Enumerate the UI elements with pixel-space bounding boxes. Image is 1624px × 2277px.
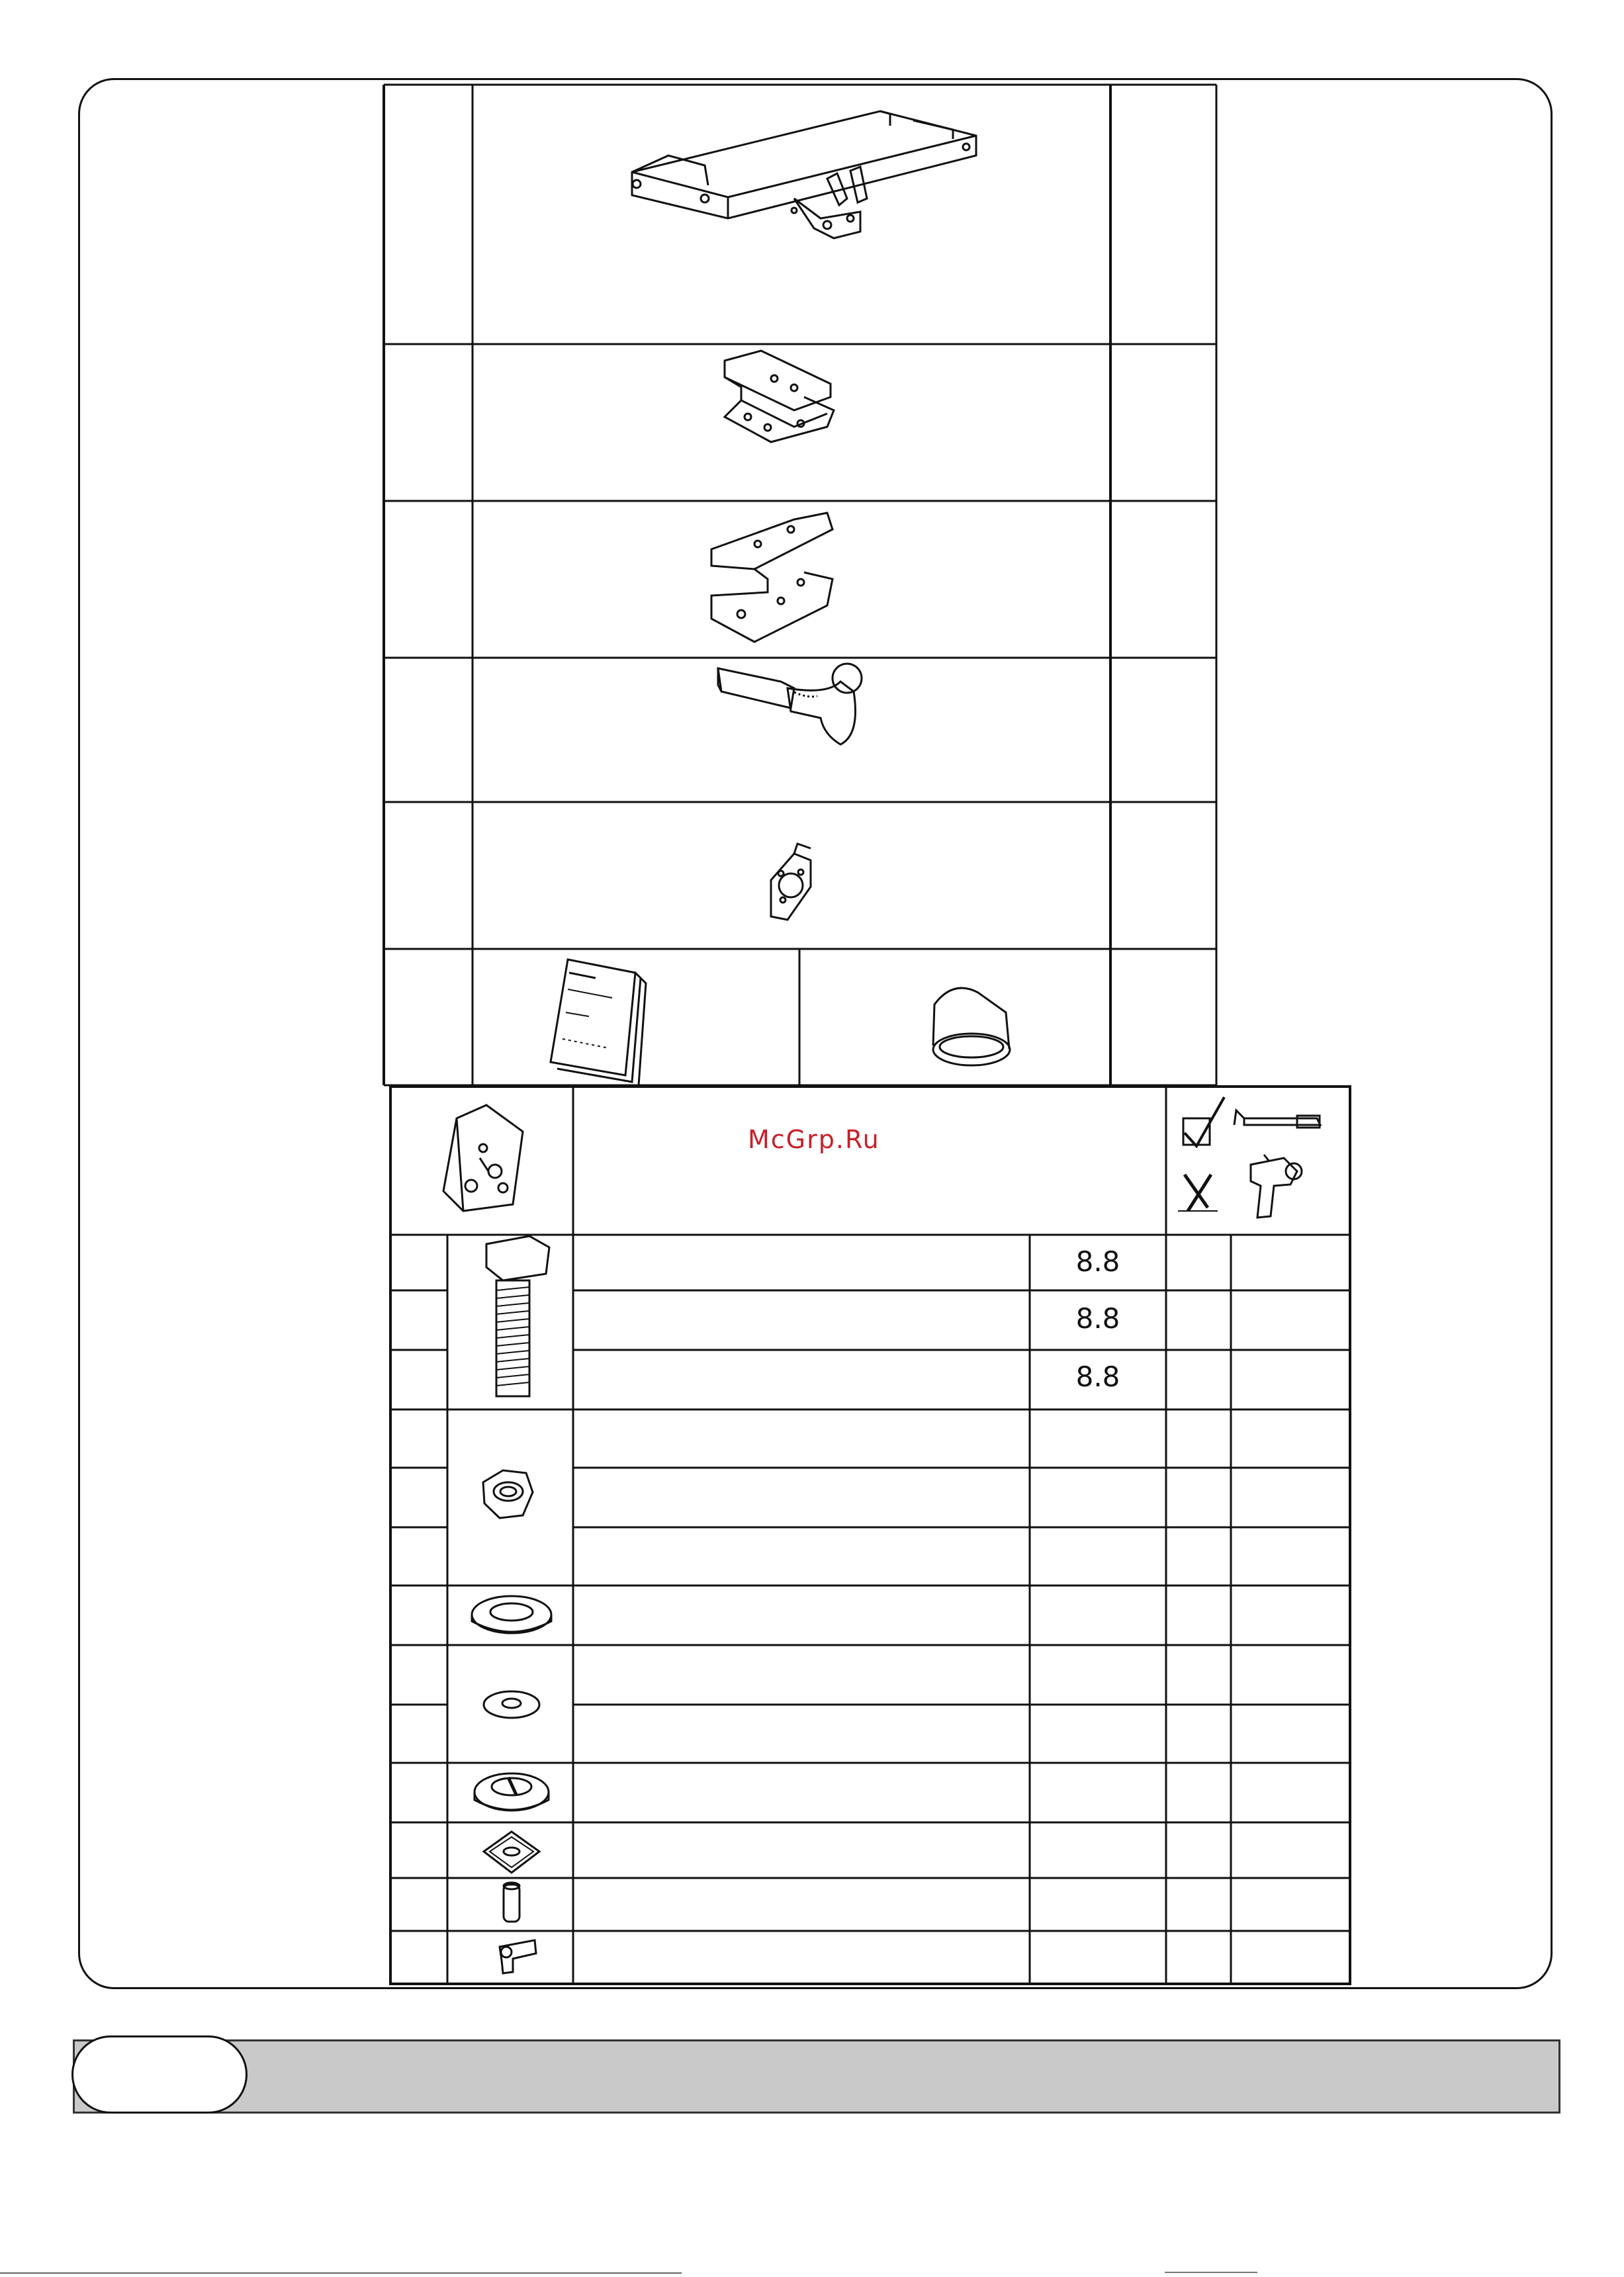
check-mark-icon: [1183, 1097, 1224, 1146]
cross-mark-icon: [1178, 1175, 1218, 1211]
bolt-grade-1: 8.8: [1075, 1245, 1120, 1278]
spring-washer-icon: [474, 1773, 549, 1810]
flat-washer-icon: [472, 1596, 551, 1633]
ball-cap-icon: [933, 988, 1010, 1065]
bolt-grade-2: 8.8: [1075, 1302, 1120, 1335]
footer-page-tab: [71, 2035, 248, 2114]
impact-gun-icon: [1251, 1155, 1302, 1218]
bottom-edge-line: [0, 2272, 682, 2274]
bolt-clip-icon: [500, 1940, 536, 1973]
torque-wrench-icon: [1234, 1110, 1320, 1128]
tow-bar-crossbeam-icon: [632, 111, 976, 238]
watermark-text: McGrp.Ru: [748, 1125, 880, 1154]
bolt-grade-3: 8.8: [1075, 1361, 1120, 1393]
right-bracket-icon: [711, 513, 833, 642]
hardware-bag-icon: [443, 1105, 523, 1211]
tow-ball-neck-icon: [718, 664, 862, 744]
socket-plate-icon: [771, 844, 811, 920]
large-washer-icon: [484, 1691, 539, 1718]
spacer-tube-icon: [504, 1883, 519, 1922]
footer-bar: [73, 2039, 1560, 2114]
square-washer-icon: [484, 1832, 539, 1873]
instruction-booklet-icon: [551, 960, 646, 1085]
hex-bolt-icon: [486, 1236, 549, 1396]
nylon-nut-icon: [483, 1470, 533, 1518]
left-bracket-icon: [725, 351, 834, 442]
